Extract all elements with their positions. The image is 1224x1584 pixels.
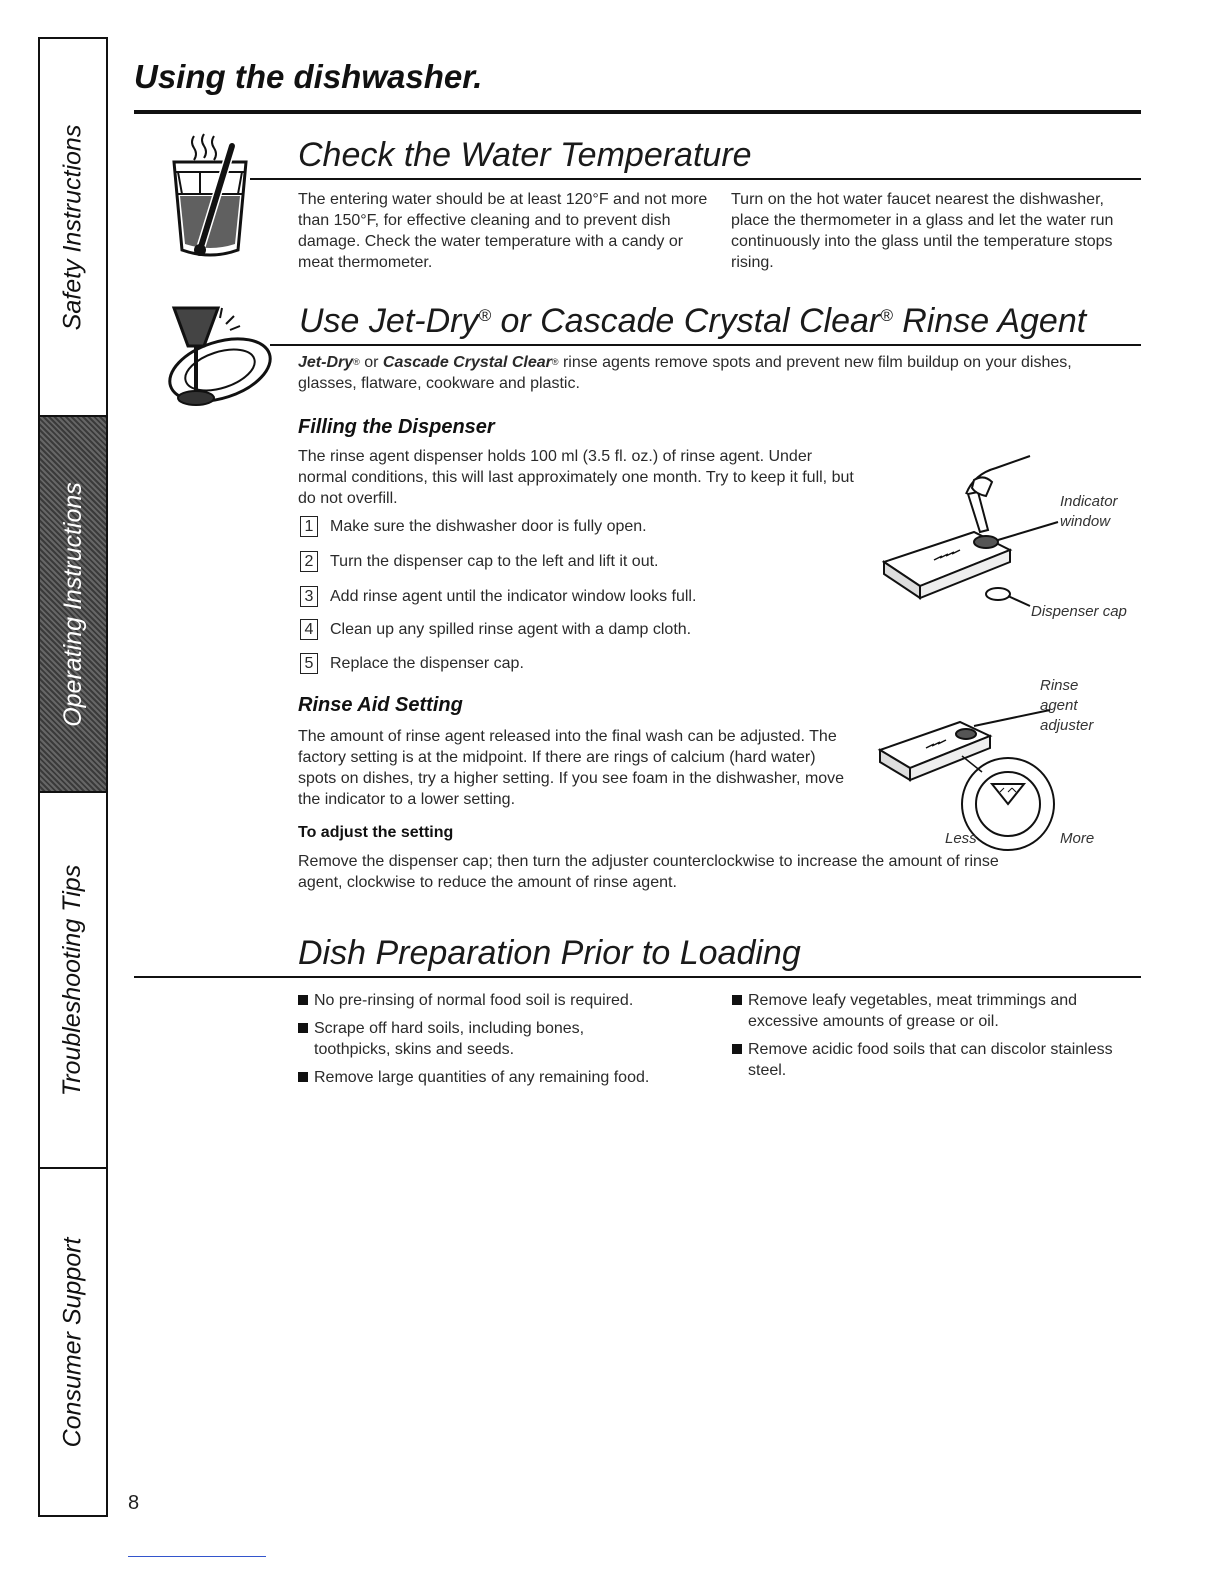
registered-mark: ® [478, 306, 491, 325]
dispenser-fill-illustration [870, 450, 1070, 610]
thermometer-glass-icon [160, 132, 260, 262]
callout-rinse-agent-adjuster: Rinse agent adjuster [1040, 677, 1094, 734]
tab-label: Consumer Support [58, 1237, 87, 1447]
section-divider [250, 178, 1141, 180]
brand-cascade: Cascade Crystal Clear [382, 354, 552, 371]
section-divider [270, 344, 1141, 346]
brand-jet-dry: Jet-Dry [298, 354, 354, 371]
subheading-rinse-aid-setting: Rinse Aid Setting [298, 694, 463, 716]
subheading-filling-dispenser: Filling the Dispenser [298, 416, 495, 438]
section-tab-bar [38, 37, 108, 1517]
step-number: 5 [300, 653, 318, 674]
tab-label: Troubleshooting Tips [58, 864, 87, 1096]
registered-mark: ® [551, 357, 559, 367]
water-temp-text-right: Turn on the hot water faucet nearest the dishwasher, place the thermometer in a glass and let the water run continuously into the glass until the temperature stops rising. [731, 191, 1114, 271]
heading-text: Rinse Agent [892, 302, 1087, 340]
step-number: 4 [300, 619, 318, 640]
section-divider [134, 976, 1141, 978]
section-heading-water-temperature: Check the Water Temperature [298, 136, 752, 174]
step-number: 1 [300, 516, 318, 537]
tab-safety-instructions[interactable] [40, 39, 106, 415]
water-temp-text-left: The entering water should be at least 120°F and not more than 150°F, for effective cleaning and to prevent dish damage. Check the water temperature with a candy or meat thermometer. [298, 191, 708, 271]
heading-text: Use Jet-Dry [299, 302, 479, 340]
bullet-item: Scrape off hard soils, including bones, toothpicks, skins and seeds. [298, 1018, 658, 1060]
step-4 [300, 619, 691, 640]
heading-text: or Cascade Crystal Clear [491, 302, 881, 340]
step-2 [300, 551, 658, 572]
step-1 [300, 516, 647, 537]
tab-label: Safety Instructions [58, 124, 87, 330]
page-number: 8 [128, 1492, 140, 1514]
tab-operating-instructions[interactable] [40, 415, 106, 791]
bullet-item: Remove large quantities of any remaining food. [298, 1067, 678, 1088]
step-5 [300, 653, 524, 674]
step-text: Add rinse agent until the indicator window looks full. [330, 587, 697, 605]
glass-and-plate-icon [160, 300, 280, 415]
adjust-setting-text: Remove the dispenser cap; then turn the adjuster counterclockwise to increase the amount of rinse agent, clockwise to reduce the amount of rinse agent. [298, 853, 999, 891]
step-number: 2 [300, 551, 318, 572]
registered-mark: ® [353, 357, 360, 367]
registered-mark: ® [880, 306, 893, 325]
section-heading-rinse-agent [299, 302, 1086, 341]
callout-more: More [1060, 830, 1095, 847]
callout-dispenser-cap: Dispenser cap [1031, 603, 1127, 620]
bullet-item: No pre-rinsing of normal food soil is required. [298, 990, 718, 1011]
title-divider [134, 110, 1141, 114]
callout-less: Less [945, 830, 977, 847]
section-heading-dish-preparation: Dish Preparation Prior to Loading [298, 934, 801, 972]
tab-label: Operating Instructions [58, 481, 87, 727]
step-text: Replace the dispenser cap. [330, 654, 524, 672]
step-text: Make sure the dishwasher door is fully open. [330, 517, 647, 535]
page-title: Using the dishwasher. [134, 58, 483, 95]
step-text: Turn the dispenser cap to the left and lift it out. [330, 552, 659, 570]
tab-troubleshooting-tips[interactable] [40, 791, 106, 1167]
footer-link-line [128, 1556, 266, 1557]
adjust-setting-label: To adjust the setting [298, 824, 454, 841]
bullet-item: Remove acidic food soils that can discolor stainless steel. [732, 1039, 1132, 1081]
step-number: 3 [300, 586, 318, 607]
rinse-agent-intro [298, 352, 1118, 394]
bullet-item: Remove leafy vegetables, meat trimmings and excessive amounts of grease or oil. [732, 990, 1132, 1032]
rinse-aid-text: The amount of rinse agent released into the final wash can be adjusted. The factory setting is at the midpoint. If there are rings of calcium (hard water) spots on dishes, try a higher setting. If you see foam in the dishwasher, move the indicator to a lower setting. [298, 728, 845, 808]
intro-text: rinse agents remove spots and prevent new film buildup on your dishes, glasses, flatware, cookware and plastic. [298, 354, 1072, 392]
filling-text: The rinse agent dispenser holds 100 ml (3.5 fl. oz.) of rinse agent. Under normal conditions, this will last approximately one month. Try to keep it full, but do not overfill. [298, 448, 854, 507]
intro-text: or [359, 354, 383, 371]
step-text: Clean up any spilled rinse agent with a damp cloth. [330, 620, 692, 638]
tab-consumer-support[interactable] [40, 1167, 106, 1515]
callout-indicator-window: Indicator window [1060, 493, 1118, 530]
step-3 [300, 586, 696, 607]
